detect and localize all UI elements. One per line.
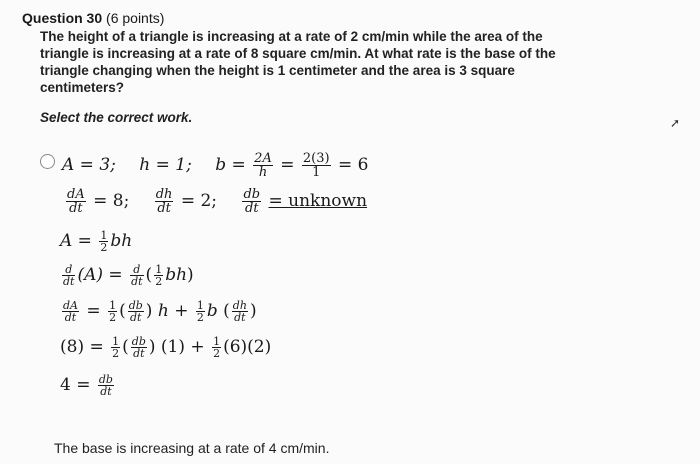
fraction: $\frac{dA}{dt}$ bbox=[67, 187, 85, 216]
fraction: $\frac{1}{2}$ bbox=[213, 335, 221, 360]
work-line-4: $\frac{d}{dt}$ (A) = $\frac{d}{dt}$ ( $\frac{1}{2}$ bh) bbox=[63, 263, 194, 288]
question-points: (6 points) bbox=[106, 10, 165, 26]
fraction: $\frac{db}{dt}$ bbox=[98, 373, 113, 398]
work-line-5: $\frac{dA}{dt}$ = $\frac{1}{2}$ ( $\frac{db}{dt}$ ) h + $\frac{1}{2}$ b ( $\frac{dh}{dt}$ ) bbox=[63, 299, 257, 324]
radio-button[interactable] bbox=[40, 154, 55, 169]
fraction: $\frac{1}{2}$ bbox=[109, 299, 117, 324]
fraction: $\frac{d}{dt}$ bbox=[131, 263, 143, 288]
fraction: $\frac{db}{dt}$ bbox=[131, 335, 146, 360]
instruction-text: Select the correct work. bbox=[40, 110, 193, 125]
mouse-cursor-icon: ➚ bbox=[670, 116, 681, 130]
work-line-1: A = 3; h = 1; b = $\frac{2A}{h}$ = $\frac{2(3)}{1}$ = 6 bbox=[62, 151, 369, 180]
fraction: $\frac{1}{2}$ bbox=[155, 263, 163, 288]
work-line-6: (8) = $\frac{1}{2}$ ( $\frac{db}{dt}$ ) (1) + $\frac{1}{2}$ (6)(2) bbox=[60, 335, 272, 360]
fraction: $\frac{1}{2}$ bbox=[196, 299, 204, 324]
fraction: $\frac{d}{dt}$ bbox=[63, 263, 75, 288]
fraction: $\frac{db}{dt}$ bbox=[243, 187, 261, 216]
fraction: $\frac{dh}{dt}$ bbox=[155, 187, 173, 216]
fraction: $\frac{2A}{h}$ bbox=[254, 151, 272, 180]
fraction: $\frac{1}{2}$ bbox=[112, 335, 120, 360]
fraction: $\frac{2(3)}{1}$ bbox=[302, 151, 330, 180]
question-title bbox=[22, 10, 164, 26]
work-line-2: $\frac{dA}{dt}$ = 8; $\frac{dh}{dt}$ = 2; $\frac{db}{dt}$ = unknown bbox=[67, 187, 368, 216]
work-line-3: A = $\frac{1}{2}$ bh bbox=[60, 229, 133, 254]
fraction: $\frac{db}{dt}$ bbox=[128, 299, 143, 324]
answer-option[interactable] bbox=[40, 150, 480, 420]
fraction: $\frac{dA}{dt}$ bbox=[63, 299, 78, 324]
work-line-7: 4 = $\frac{db}{dt}$ bbox=[60, 373, 113, 398]
conclusion-text: The base is increasing at a rate of 4 cm/min. bbox=[54, 440, 330, 456]
fraction: $\frac{1}{2}$ bbox=[100, 229, 108, 254]
question-number: Question 30 bbox=[22, 10, 103, 26]
fraction: $\frac{dh}{dt}$ bbox=[232, 299, 247, 324]
question-text: The height of a triangle is increasing at a rate of 2 cm/min while the area of the triangle is increasing at a rate of 8 square cm/min. At what rate is the base of the triangle changing when the height is 1 centimeter and the area is 3 square centimeters? bbox=[40, 29, 556, 95]
